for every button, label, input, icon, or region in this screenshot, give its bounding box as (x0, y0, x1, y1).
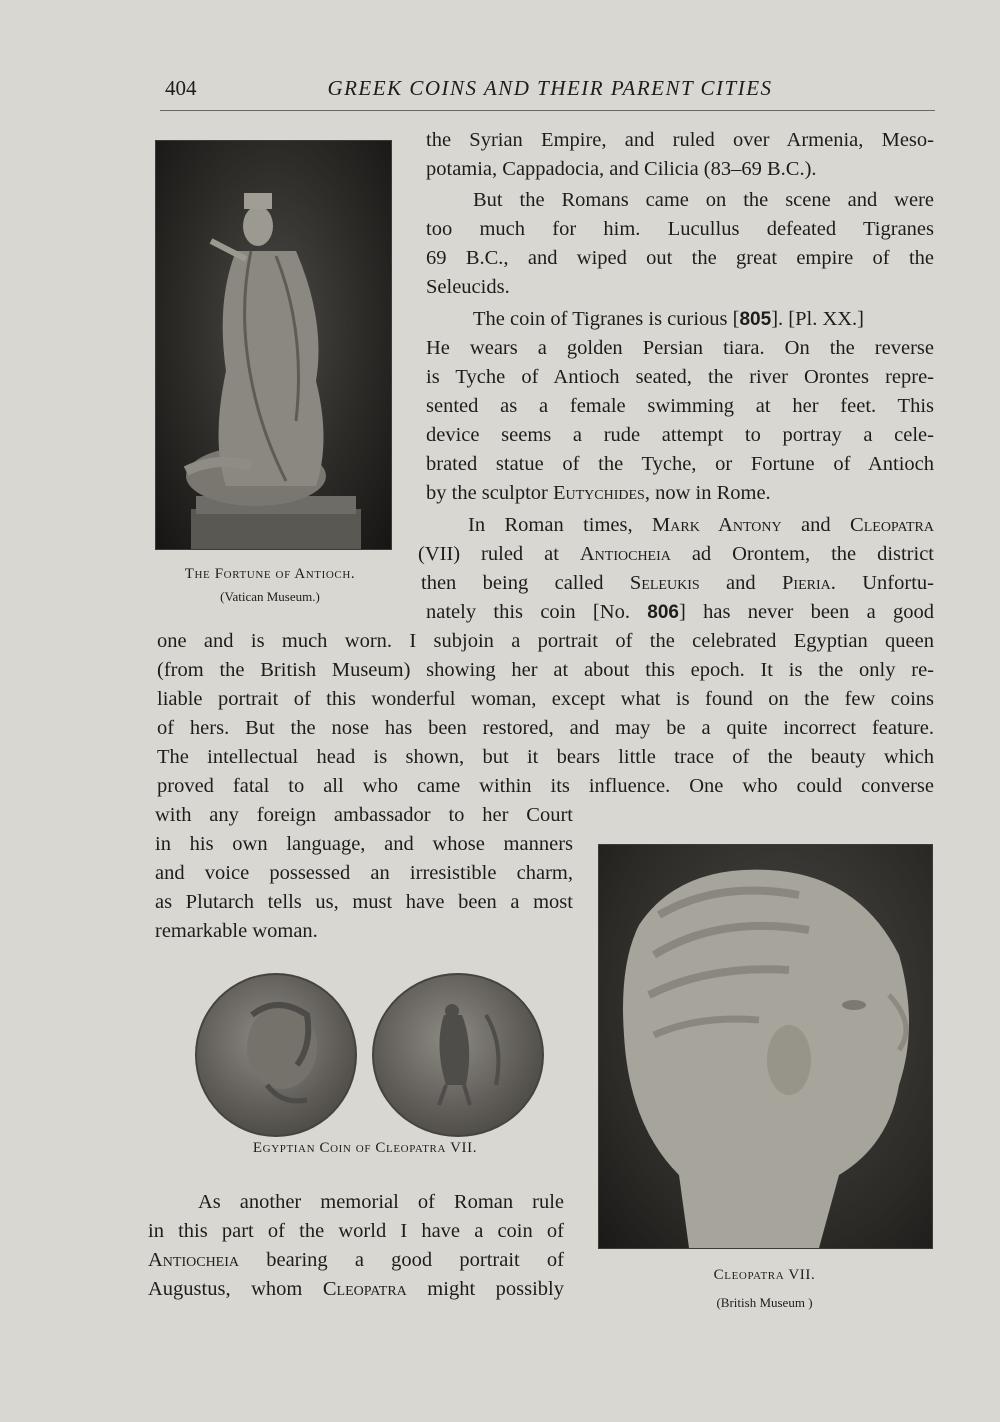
text-line: He wears a golden Persian tiara. On the reverse (426, 337, 934, 359)
text-line: Antiocheia bearing a good portrait of (148, 1249, 564, 1271)
coin-number-806: 806 (647, 602, 679, 623)
text-line: (VII) ruled at Antiocheia ad Orontem, the district (418, 543, 935, 565)
coin-number-805: 805 (739, 309, 772, 330)
coin-obverse-image (195, 973, 357, 1137)
text-line: But the Romans came on the scene and were (473, 189, 934, 211)
text-line: Augustus, whom Cleopatra might possibly (148, 1278, 564, 1300)
coin-portrait-illustration (197, 975, 355, 1135)
cleopatra-bust-photo (598, 844, 933, 1249)
fortune-source: (Vatican Museum.) (220, 589, 320, 604)
bust-illustration (599, 845, 932, 1248)
text-line: in this part of the world I have a coin of (148, 1220, 564, 1242)
text-line: one and is much worn. I subjoin a portrait of the celebrated Egyptian queen (157, 630, 934, 652)
text-line: brated statue of the Tyche, or Fortune of Antioch (426, 453, 934, 475)
text-line: with any foreign ambassador to her Court (155, 804, 573, 826)
fortune-of-antioch-photo (155, 140, 392, 550)
text-line: of hers. But the nose has been restored, and may be a quite incorrect feature. (157, 717, 934, 739)
cleopatra-source: (British Museum ) (716, 1295, 813, 1310)
text-line: the Syrian Empire, and ruled over Armenia, Meso- (426, 129, 934, 151)
text-line: The intellectual head is shown, but it bears little trace of the beauty which (157, 746, 934, 768)
text-line: Seleucids. (426, 276, 510, 298)
statue-illustration (156, 141, 391, 549)
text-line: then being called Seleukis and Pieria. Unfortu- (421, 572, 934, 594)
text-line: The coin of Tigranes is curious [805]. [Pl. XX.] (473, 308, 864, 330)
text-line: in his own language, and whose manners (155, 833, 573, 855)
text-line: As another memorial of Roman rule (198, 1191, 564, 1213)
coin-reverse-image (372, 973, 544, 1137)
header-rule (160, 110, 935, 111)
running-title: GREEK COINS AND THEIR PARENT CITIES (327, 76, 773, 100)
text-line: and voice possessed an irresistible charm, (155, 862, 573, 884)
text-line: In Roman times, Mark Antony and Cleopatra (468, 514, 934, 536)
text-line: nately this coin [No. 806] has never been a good (426, 601, 934, 623)
text-line: liable portrait of this wonderful woman, except what is found on the few coins (157, 688, 934, 710)
text-line: remarkable woman. (155, 920, 318, 942)
text-line: by the sculptor Eutychides, now in Rome. (426, 482, 771, 504)
text-line: as Plutarch tells us, must have been a most (155, 891, 573, 913)
text-line: proved fatal to all who came within its influence. One who could converse (157, 775, 934, 797)
text-line: potamia, Cappadocia, and Cilicia (83–69 B.C.). (426, 158, 817, 180)
text-line: (from the British Museum) showing her at about this epoch. It is the only re- (157, 659, 934, 681)
text-line: sented as a female swimming at her feet. This (426, 395, 934, 417)
text-line: device seems a rude attempt to portray a cele- (426, 424, 934, 446)
coin-eagle-illustration (374, 975, 542, 1135)
text-line: too much for him. Lucullus defeated Tigranes (426, 218, 934, 240)
cleopatra-caption: Cleopatra VII. (713, 1267, 816, 1283)
text-line: 69 B.C., and wiped out the great empire of the (426, 247, 934, 269)
text-line: is Tyche of Antioch seated, the river Orontes repre- (426, 366, 934, 388)
coins-caption: Egyptian Coin of Cleopatra VII. (252, 1140, 478, 1156)
fortune-caption: The Fortune of Antioch. (184, 566, 356, 582)
page-number: 404 (165, 76, 197, 100)
